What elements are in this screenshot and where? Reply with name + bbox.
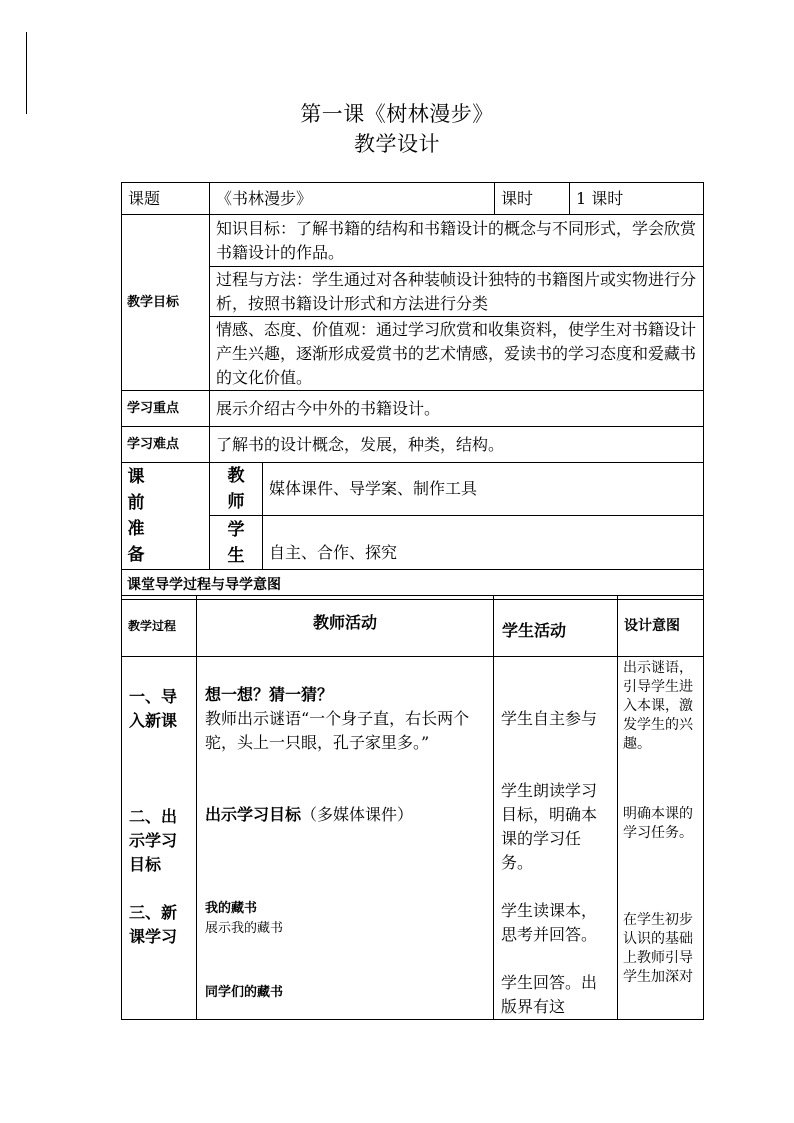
- key-point-label: 学习重点: [122, 391, 210, 427]
- objective-process: 过程与方法：学生通过对各种装帧设计独特的书籍图片或实物进行分析，按照书籍设计形式和方法进行分类: [210, 267, 704, 317]
- objective-row-emotion: [122, 317, 704, 391]
- difficulty-label: 学习难点: [122, 427, 210, 463]
- process-table: [121, 595, 704, 1020]
- student-activity-1: 学生自主参与: [501, 709, 598, 728]
- topic-value: 《书林漫步》: [210, 183, 495, 215]
- lesson-info-table: [121, 182, 704, 600]
- stages-cell: [122, 657, 197, 1020]
- doc-subtitle: 教学设计: [354, 132, 440, 156]
- stage-new-lesson: 三、新课学习: [129, 903, 178, 946]
- teacher-activity-cell: [197, 657, 494, 1020]
- prep-student-label: [210, 516, 263, 570]
- student-activity-4: 学生回答。出版界有这: [501, 973, 598, 1016]
- objective-row-knowledge: [122, 215, 704, 267]
- prep-teacher-value: 媒体课件、导学案、制作工具: [263, 463, 704, 516]
- objective-emotion: 情感、态度、价值观：通过学习欣赏和收集资料，使学生对书籍设计产生兴趣，逐渐形成爱赏书的艺术情感，爱读书的学习态度和爱藏书的文化价值。: [210, 317, 704, 391]
- topic-label: 课题: [122, 183, 210, 215]
- doc-title: 第一课《树林漫步》: [300, 102, 494, 126]
- prep-student-label-text: 学生: [227, 519, 245, 566]
- show-goal-note: （多媒体课件）: [301, 805, 414, 824]
- header-teacher: 教师活动: [197, 596, 494, 657]
- classmates-books: 同学们的藏书: [205, 985, 284, 1000]
- key-point-row: [122, 391, 704, 427]
- objective-row-process: [122, 267, 704, 317]
- teacher-inner: [197, 657, 493, 1019]
- student-activity-2: 学生朗读学习目标，明确本课的学习任务。: [501, 781, 598, 872]
- student-inner: [494, 657, 617, 1019]
- prep-teacher-label-text: 教师: [227, 466, 245, 512]
- topic-row: [122, 183, 704, 215]
- section-title: 课堂导学过程与导学意图: [122, 570, 704, 600]
- difficulty-row: [122, 427, 704, 463]
- key-point-value: 展示介绍古今中外的书籍设计。: [210, 391, 704, 427]
- process-body-row: [122, 657, 704, 1020]
- intent-3: 在学生初步认识的基础上教师引导学生加深对: [623, 912, 693, 985]
- guess-heading: 想一想？猜一猜？: [205, 685, 334, 704]
- period-label: 课时: [495, 183, 570, 215]
- my-books-text: 展示我的藏书: [205, 921, 284, 936]
- prep-teacher-label: [210, 463, 263, 516]
- riddle-text: 教师出示谜语“一个身子直，右长两个驼，头上一只眼，孔子家里多。”: [205, 709, 470, 752]
- intent-2: 明确本课的学习任务。: [623, 806, 693, 841]
- process-header-row: [122, 596, 704, 657]
- difficulty-value: 了解书的设计概念，发展，种类，结构。: [210, 427, 704, 463]
- stage-goals: 二、出示学习目标: [129, 807, 178, 874]
- stage-intro: 一、导入新课: [129, 687, 178, 730]
- student-activity-3: 学生读课本，思考并回答。: [501, 901, 598, 944]
- intent-cell: [618, 657, 704, 1020]
- my-books-heading: 我的藏书: [205, 901, 258, 916]
- header-student: 学生活动: [494, 596, 618, 657]
- prep-student-value: 自主、合作、探究: [263, 516, 704, 570]
- prep-label: [122, 463, 210, 570]
- objectives-label: 教学目标: [122, 215, 210, 391]
- show-goal: 出示学习目标: [205, 805, 302, 824]
- period-value: 1 课时: [570, 183, 704, 215]
- objective-knowledge: 知识目标：了解书籍的结构和书籍设计的概念与不同形式，学会欣赏书籍设计的作品。: [210, 215, 704, 267]
- prep-student-row: [122, 516, 704, 570]
- prep-label-text: 课前准备: [127, 467, 145, 565]
- stages-inner: [122, 657, 196, 1019]
- prep-teacher-row: [122, 463, 704, 516]
- show-goal-line: [205, 803, 413, 827]
- intent-inner: [618, 657, 703, 1019]
- header-process: 教学过程: [122, 596, 197, 657]
- student-activity-cell: [494, 657, 618, 1020]
- intent-1: 出示谜语，引导学生进入本课，激发学生的兴趣。: [623, 660, 693, 752]
- header-intent: 设计意图: [618, 596, 704, 657]
